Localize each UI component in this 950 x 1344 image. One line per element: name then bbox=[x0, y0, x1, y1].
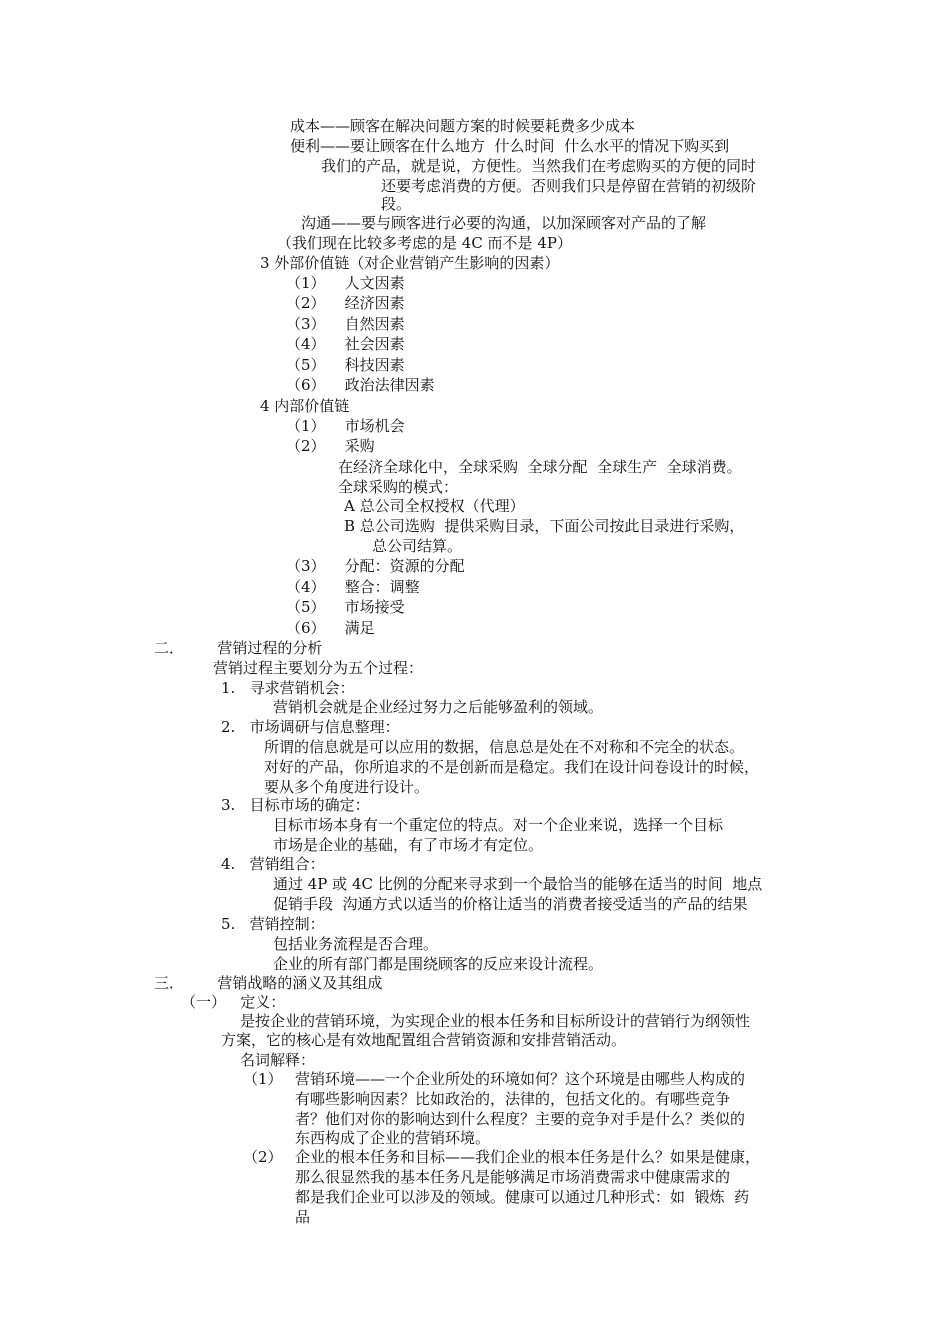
list-item: 4. 营销组合： bbox=[221, 855, 325, 873]
list-item: （2） 经济因素 bbox=[286, 294, 405, 312]
text-line: 全球采购的模式： bbox=[338, 478, 459, 496]
list-marker: （1） bbox=[243, 1070, 283, 1088]
text-line: 包括业务流程是否合理。 bbox=[273, 935, 439, 953]
text-line: A 总公司全权授权（代理） bbox=[344, 497, 525, 515]
text-line: 段。 bbox=[381, 195, 412, 213]
list-item: （5） 市场接受 bbox=[286, 598, 405, 616]
section-heading: 二． 营销过程的分析 bbox=[154, 639, 323, 657]
list-item: （2） 采购 bbox=[286, 437, 375, 455]
list-marker: （2） bbox=[243, 1148, 283, 1166]
text-line: 企业的根本任务和目标——我们企业的根本任务是什么？如果是健康， bbox=[295, 1148, 761, 1166]
list-item: 5. 营销控制： bbox=[221, 915, 325, 933]
text-line: 所谓的信息就是可以应用的数据，信息总是处在不对称和不完全的状态。 bbox=[264, 738, 745, 756]
list-item: （3） 自然因素 bbox=[286, 315, 405, 333]
list-item: （1） 人文因素 bbox=[286, 274, 405, 292]
text-line: 者？他们对你的影响达到什么程度？主要的竞争对手是什么？类似的 bbox=[295, 1110, 746, 1128]
text-line: 通过 4P 或 4C 比例的分配来寻求到一个最恰当的能够在适当的时间 地点 bbox=[273, 875, 763, 893]
text-line: 市场是企业的基础，有了市场才有定位。 bbox=[273, 836, 544, 854]
text-line: 都是我们企业可以涉及的领域。健康可以通过几种形式：如 锻炼 药 bbox=[295, 1188, 750, 1206]
text-line: 促销手段 沟通方式以适当的价格让适当的消费者接受适当的产品的结果 bbox=[273, 895, 748, 913]
text-line: B 总公司选购 提供采购目录，下面公司按此目录进行采购， bbox=[344, 517, 745, 535]
text-line: 名词解释： bbox=[240, 1051, 316, 1069]
text-line: 要从多个角度进行设计。 bbox=[264, 778, 430, 796]
text-line: 总公司结算。 bbox=[372, 537, 463, 555]
list-item: （6） 满足 bbox=[286, 619, 375, 637]
section-heading: 三． 营销战略的涵义及其组成 bbox=[154, 974, 383, 992]
text-line: 方案，它的核心是有效地配置组合营销资源和安排营销活动。 bbox=[221, 1031, 627, 1049]
text-line: （我们现在比较多考虑的是 4C 而不是 4P） bbox=[277, 234, 572, 252]
text-line: 那么很显然我的基本任务凡是能够满足市场消费需求中健康需求的 bbox=[295, 1168, 731, 1186]
list-item: （3） 分配：资源的分配 bbox=[286, 557, 465, 575]
text-line: 我们的产品，就是说，方便性。当然我们在考虑购买的方便的同时 bbox=[321, 157, 757, 175]
text-line: 营销过程主要划分为五个过程： bbox=[213, 659, 424, 677]
list-item: 1. 寻求营销机会： bbox=[221, 679, 355, 697]
text-line: 营销机会就是企业经过努力之后能够盈利的领域。 bbox=[273, 698, 604, 716]
text-line: 目标市场本身有一个重定位的特点。对一个企业来说，选择一个目标 bbox=[273, 816, 724, 834]
list-item: 2. 市场调研与信息整理： bbox=[221, 718, 400, 736]
text-line: 便利——要让顾客在什么地方 什么时间 什么水平的情况下购买到 bbox=[290, 137, 730, 155]
text-line: 成本——顾客在解决问题方案的时候要耗费多少成本 bbox=[290, 117, 636, 135]
text-line: 营销环境——一个企业所处的环境如何？这个环境是由哪些人构成的 bbox=[295, 1070, 746, 1088]
section-heading: 3 外部价值链（对企业营销产生影响的因素） bbox=[260, 254, 560, 272]
text-line: 在经济全球化中，全球采购 全球分配 全球生产 全球消费。 bbox=[338, 458, 742, 476]
list-item: （1） 市场机会 bbox=[286, 417, 405, 435]
text-line: 是按企业的营销环境，为实现企业的根本任务和目标所设计的营销行为纲领性 bbox=[240, 1012, 751, 1030]
text-line: 企业的所有部门都是围绕顾客的反应来设计流程。 bbox=[273, 955, 604, 973]
subsection-heading: （一） 定义： bbox=[181, 993, 286, 1011]
text-line: 还要考虑消费的方便。否则我们只是停留在营销的初级阶 bbox=[381, 177, 757, 195]
list-item: （6） 政治法律因素 bbox=[286, 376, 435, 394]
text-line: 对好的产品，你所追求的不是创新而是稳定。我们在设计问卷设计的时候， bbox=[264, 758, 760, 776]
text-line: 品 bbox=[295, 1208, 311, 1226]
list-item: （4） 社会因素 bbox=[286, 335, 405, 353]
text-line: 东西构成了企业的营销环境。 bbox=[295, 1129, 491, 1147]
list-item: 3. 目标市场的确定： bbox=[221, 796, 370, 814]
text-line: 有哪些影响因素？比如政治的，法律的，包括文化的。有哪些竞争 bbox=[295, 1090, 731, 1108]
list-item: （4） 整合：调整 bbox=[286, 578, 420, 596]
list-item: （5） 科技因素 bbox=[286, 356, 405, 374]
section-heading: 4 内部价值链 bbox=[260, 397, 350, 415]
text-line: 沟通——要与顾客进行必要的沟通，以加深顾客对产品的了解 bbox=[301, 214, 707, 232]
